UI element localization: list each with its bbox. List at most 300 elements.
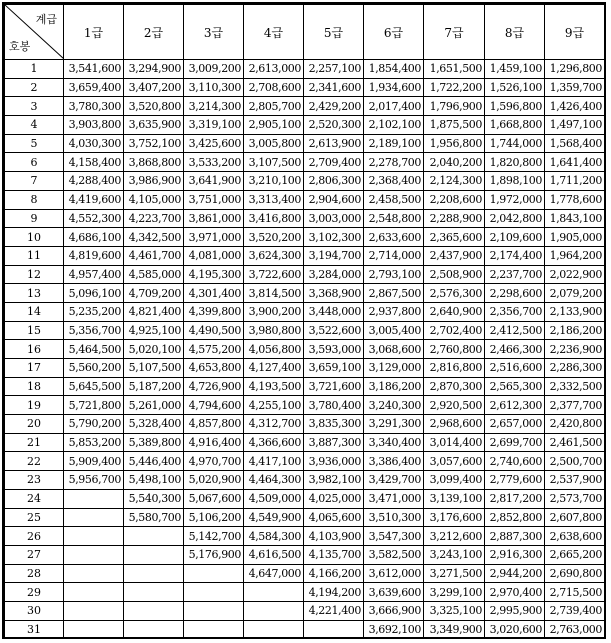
salary-cell: 3,325,100 — [424, 601, 485, 620]
step-number-cell: 20 — [5, 415, 64, 434]
salary-cell — [184, 564, 244, 583]
salary-cell: 2,793,100 — [364, 265, 424, 284]
salary-cell: 4,461,700 — [124, 246, 184, 265]
salary-cell: 3,194,700 — [304, 246, 364, 265]
salary-cell: 2,520,300 — [304, 116, 364, 135]
table-row — [5, 60, 605, 79]
salary-cell: 4,647,000 — [244, 564, 304, 583]
salary-cell: 2,537,900 — [545, 471, 605, 490]
salary-cell: 1,875,500 — [424, 116, 485, 135]
table-row — [5, 508, 605, 527]
corner-label-grade: 계급 — [35, 13, 57, 26]
table-row — [5, 545, 605, 564]
salary-cell: 4,194,200 — [304, 583, 364, 602]
salary-cell: 2,702,400 — [424, 321, 485, 340]
salary-cell: 3,425,600 — [184, 134, 244, 153]
step-number-cell: 11 — [5, 246, 64, 265]
corner-header-cell — [5, 5, 64, 60]
salary-cell: 2,288,900 — [424, 209, 485, 228]
salary-cell: 2,420,800 — [545, 415, 605, 434]
salary-cell — [184, 601, 244, 620]
step-number-cell: 30 — [5, 601, 64, 620]
grade-header-3: 3급 — [184, 5, 244, 60]
salary-cell: 2,022,900 — [545, 265, 605, 284]
salary-cell: 1,651,500 — [424, 60, 485, 79]
salary-cell: 4,158,400 — [64, 153, 124, 172]
salary-cell: 2,613,900 — [304, 134, 364, 153]
salary-cell: 3,009,200 — [184, 60, 244, 79]
salary-cell — [244, 601, 304, 620]
salary-cell: 4,464,300 — [244, 471, 304, 490]
salary-cell: 3,986,900 — [124, 172, 184, 191]
salary-cell: 1,668,800 — [485, 116, 545, 135]
salary-cell — [304, 620, 364, 639]
step-number-cell: 2 — [5, 78, 64, 97]
grade-header-6: 6급 — [364, 5, 424, 60]
salary-cell: 2,612,300 — [485, 396, 545, 415]
salary-cell: 3,624,300 — [244, 246, 304, 265]
table-row — [5, 209, 605, 228]
table-row — [5, 377, 605, 396]
step-number-cell: 21 — [5, 433, 64, 452]
salary-cell: 2,690,800 — [545, 564, 605, 583]
salary-cell: 4,399,800 — [184, 302, 244, 321]
salary-cell: 2,298,600 — [485, 284, 545, 303]
salary-cell: 4,025,000 — [304, 489, 364, 508]
salary-cell: 4,821,400 — [124, 302, 184, 321]
step-number-cell: 14 — [5, 302, 64, 321]
step-number-cell: 13 — [5, 284, 64, 303]
salary-cell: 4,193,500 — [244, 377, 304, 396]
salary-cell: 2,124,300 — [424, 172, 485, 191]
salary-cell — [64, 583, 124, 602]
salary-cell: 1,711,200 — [545, 172, 605, 191]
salary-cell: 3,284,000 — [304, 265, 364, 284]
salary-cell: 2,208,600 — [424, 190, 485, 209]
salary-cell — [124, 527, 184, 546]
table-row — [5, 583, 605, 602]
salary-cell: 4,103,900 — [304, 527, 364, 546]
salary-cell: 2,079,200 — [545, 284, 605, 303]
salary-cell: 4,417,100 — [244, 452, 304, 471]
salary-cell: 4,916,400 — [184, 433, 244, 452]
table-row — [5, 284, 605, 303]
grade-header-8: 8급 — [485, 5, 545, 60]
salary-cell: 2,368,400 — [364, 172, 424, 191]
salary-cell: 4,857,800 — [184, 415, 244, 434]
salary-cell: 3,641,900 — [184, 172, 244, 191]
salary-cell: 2,573,700 — [545, 489, 605, 508]
salary-cell: 2,500,700 — [545, 452, 605, 471]
salary-cell: 5,187,200 — [124, 377, 184, 396]
table-body — [5, 60, 605, 639]
step-number-cell: 12 — [5, 265, 64, 284]
salary-cell: 4,288,400 — [64, 172, 124, 191]
salary-cell: 3,139,100 — [424, 489, 485, 508]
salary-cell: 1,296,800 — [545, 60, 605, 79]
table-row — [5, 246, 605, 265]
salary-cell: 3,176,600 — [424, 508, 485, 527]
salary-cell: 3,014,400 — [424, 433, 485, 452]
grade-header-1: 1급 — [64, 5, 124, 60]
salary-cell: 3,240,300 — [364, 396, 424, 415]
salary-cell: 5,261,000 — [124, 396, 184, 415]
salary-cell: 1,459,100 — [485, 60, 545, 79]
salary-cell: 2,904,600 — [304, 190, 364, 209]
table-row — [5, 564, 605, 583]
salary-cell: 4,925,100 — [124, 321, 184, 340]
salary-cell: 5,956,700 — [64, 471, 124, 490]
salary-cell: 4,709,200 — [124, 284, 184, 303]
salary-cell: 1,854,400 — [364, 60, 424, 79]
salary-cell — [64, 508, 124, 527]
grade-header-7: 7급 — [424, 5, 485, 60]
salary-cell: 4,584,300 — [244, 527, 304, 546]
salary-cell: 2,516,600 — [485, 359, 545, 378]
salary-cell: 3,068,600 — [364, 340, 424, 359]
salary-cell: 4,794,600 — [184, 396, 244, 415]
salary-cell: 3,210,100 — [244, 172, 304, 191]
salary-cell: 2,916,300 — [485, 545, 545, 564]
salary-cell: 4,221,400 — [304, 601, 364, 620]
salary-cell: 2,970,400 — [485, 583, 545, 602]
salary-cell: 3,666,900 — [364, 601, 424, 620]
step-number-cell: 10 — [5, 228, 64, 247]
table-row — [5, 415, 605, 434]
salary-cell: 3,291,300 — [364, 415, 424, 434]
salary-cell: 1,744,000 — [485, 134, 545, 153]
salary-cell: 4,509,000 — [244, 489, 304, 508]
salary-cell: 1,722,200 — [424, 78, 485, 97]
salary-cell: 5,020,100 — [124, 340, 184, 359]
salary-cell: 4,686,100 — [64, 228, 124, 247]
salary-cell: 2,237,700 — [485, 265, 545, 284]
salary-cell: 2,377,700 — [545, 396, 605, 415]
grade-header-5: 5급 — [304, 5, 364, 60]
salary-cell: 3,612,000 — [364, 564, 424, 583]
salary-cell: 3,294,900 — [124, 60, 184, 79]
salary-cell: 3,429,700 — [364, 471, 424, 490]
salary-cell: 3,780,300 — [64, 97, 124, 116]
step-number-cell: 17 — [5, 359, 64, 378]
salary-cell: 2,817,200 — [485, 489, 545, 508]
salary-cell: 3,005,800 — [244, 134, 304, 153]
table-row — [5, 396, 605, 415]
salary-cell: 4,135,700 — [304, 545, 364, 564]
salary-cell: 5,328,400 — [124, 415, 184, 434]
salary-cell: 4,255,100 — [244, 396, 304, 415]
salary-cell — [64, 620, 124, 639]
grade-header-9: 9급 — [545, 5, 605, 60]
salary-cell: 2,365,600 — [424, 228, 485, 247]
salary-cell: 5,067,600 — [184, 489, 244, 508]
salary-cell: 3,102,300 — [304, 228, 364, 247]
table-row — [5, 302, 605, 321]
salary-cell: 2,709,400 — [304, 153, 364, 172]
salary-cell: 4,552,300 — [64, 209, 124, 228]
salary-cell: 5,790,200 — [64, 415, 124, 434]
salary-cell: 5,106,200 — [184, 508, 244, 527]
salary-cell: 5,389,800 — [124, 433, 184, 452]
salary-cell: 3,522,600 — [304, 321, 364, 340]
step-number-cell: 4 — [5, 116, 64, 135]
step-number-cell: 28 — [5, 564, 64, 583]
salary-cell: 3,936,000 — [304, 452, 364, 471]
salary-cell: 2,640,900 — [424, 302, 485, 321]
salary-cell: 2,633,600 — [364, 228, 424, 247]
salary-cell: 1,497,100 — [545, 116, 605, 135]
salary-cell: 2,412,500 — [485, 321, 545, 340]
salary-cell: 1,964,200 — [545, 246, 605, 265]
step-number-cell: 7 — [5, 172, 64, 191]
salary-cell: 3,340,400 — [364, 433, 424, 452]
salary-cell: 2,341,600 — [304, 78, 364, 97]
salary-cell: 2,174,400 — [485, 246, 545, 265]
salary-cell: 3,214,300 — [184, 97, 244, 116]
salary-cell: 2,665,200 — [545, 545, 605, 564]
salary-cell: 2,508,900 — [424, 265, 485, 284]
table-row — [5, 340, 605, 359]
salary-cell — [64, 489, 124, 508]
step-number-cell: 27 — [5, 545, 64, 564]
salary-cell: 1,934,600 — [364, 78, 424, 97]
salary-cell: 5,721,800 — [64, 396, 124, 415]
salary-cell: 3,751,000 — [184, 190, 244, 209]
salary-cell: 1,568,400 — [545, 134, 605, 153]
salary-cell: 3,110,300 — [184, 78, 244, 97]
salary-cell: 4,312,700 — [244, 415, 304, 434]
salary-cell: 3,349,900 — [424, 620, 485, 639]
salary-cell: 2,186,200 — [545, 321, 605, 340]
salary-cell: 4,056,800 — [244, 340, 304, 359]
table-row — [5, 433, 605, 452]
table-row — [5, 172, 605, 191]
salary-cell: 2,040,200 — [424, 153, 485, 172]
salary-cell: 4,585,000 — [124, 265, 184, 284]
salary-cell: 2,905,100 — [244, 116, 304, 135]
salary-cell — [64, 601, 124, 620]
salary-cell: 5,020,900 — [184, 471, 244, 490]
table-row — [5, 116, 605, 135]
salary-cell: 1,426,400 — [545, 97, 605, 116]
salary-cell: 3,861,000 — [184, 209, 244, 228]
salary-cell: 3,659,400 — [64, 78, 124, 97]
salary-cell — [124, 583, 184, 602]
salary-cell: 3,980,800 — [244, 321, 304, 340]
table-row — [5, 471, 605, 490]
salary-cell: 2,816,800 — [424, 359, 485, 378]
salary-cell: 1,820,800 — [485, 153, 545, 172]
salary-cell: 2,944,200 — [485, 564, 545, 583]
salary-cell: 1,843,100 — [545, 209, 605, 228]
salary-cell: 3,407,200 — [124, 78, 184, 97]
salary-cell: 5,464,500 — [64, 340, 124, 359]
step-number-cell: 8 — [5, 190, 64, 209]
salary-cell: 2,236,900 — [545, 340, 605, 359]
salary-cell: 5,107,500 — [124, 359, 184, 378]
step-number-cell: 23 — [5, 471, 64, 490]
salary-cell: 4,575,200 — [184, 340, 244, 359]
salary-cell: 3,368,900 — [304, 284, 364, 303]
salary-cell: 2,715,500 — [545, 583, 605, 602]
salary-cell: 2,714,000 — [364, 246, 424, 265]
salary-cell: 2,937,800 — [364, 302, 424, 321]
salary-cell: 2,332,500 — [545, 377, 605, 396]
salary-cell: 4,819,600 — [64, 246, 124, 265]
salary-table-frame — [2, 2, 606, 639]
salary-cell: 3,982,100 — [304, 471, 364, 490]
salary-cell: 1,359,700 — [545, 78, 605, 97]
salary-cell: 4,419,600 — [64, 190, 124, 209]
step-number-cell: 19 — [5, 396, 64, 415]
salary-cell: 2,740,600 — [485, 452, 545, 471]
table-row — [5, 359, 605, 378]
salary-cell: 3,003,000 — [304, 209, 364, 228]
salary-cell: 4,065,600 — [304, 508, 364, 527]
salary-cell: 3,386,400 — [364, 452, 424, 471]
salary-cell: 5,356,700 — [64, 321, 124, 340]
salary-cell: 2,461,500 — [545, 433, 605, 452]
salary-cell: 2,356,700 — [485, 302, 545, 321]
salary-cell: 3,520,800 — [124, 97, 184, 116]
salary-cell: 2,429,200 — [304, 97, 364, 116]
step-number-cell: 3 — [5, 97, 64, 116]
salary-cell: 2,017,400 — [364, 97, 424, 116]
salary-cell: 4,366,600 — [244, 433, 304, 452]
salary-cell: 3,971,000 — [184, 228, 244, 247]
salary-cell: 4,549,900 — [244, 508, 304, 527]
salary-cell: 2,458,500 — [364, 190, 424, 209]
salary-cell: 4,342,500 — [124, 228, 184, 247]
grade-header-2: 2급 — [124, 5, 184, 60]
salary-cell — [244, 620, 304, 639]
salary-cell: 5,176,900 — [184, 545, 244, 564]
salary-cell: 3,900,200 — [244, 302, 304, 321]
step-number-cell: 22 — [5, 452, 64, 471]
salary-cell: 1,778,600 — [545, 190, 605, 209]
salary-cell: 2,613,000 — [244, 60, 304, 79]
salary-cell: 3,520,200 — [244, 228, 304, 247]
salary-cell: 5,560,200 — [64, 359, 124, 378]
salary-cell: 2,867,500 — [364, 284, 424, 303]
salary-cell: 2,437,900 — [424, 246, 485, 265]
table-row — [5, 190, 605, 209]
salary-cell — [124, 601, 184, 620]
step-number-cell: 29 — [5, 583, 64, 602]
salary-cell: 2,189,100 — [364, 134, 424, 153]
salary-cell: 2,699,700 — [485, 433, 545, 452]
salary-cell: 2,852,800 — [485, 508, 545, 527]
table-row — [5, 228, 605, 247]
salary-cell — [184, 583, 244, 602]
salary-cell: 3,212,600 — [424, 527, 485, 546]
salary-cell: 2,133,900 — [545, 302, 605, 321]
salary-cell: 2,763,000 — [545, 620, 605, 639]
salary-cell: 3,448,000 — [304, 302, 364, 321]
salary-cell: 4,166,200 — [304, 564, 364, 583]
salary-cell: 2,708,600 — [244, 78, 304, 97]
salary-cell: 1,972,000 — [485, 190, 545, 209]
step-number-cell: 24 — [5, 489, 64, 508]
table-row — [5, 489, 605, 508]
salary-cell — [124, 620, 184, 639]
salary-cell: 3,692,100 — [364, 620, 424, 639]
salary-cell: 3,635,900 — [124, 116, 184, 135]
salary-cell: 2,760,800 — [424, 340, 485, 359]
salary-cell: 3,835,300 — [304, 415, 364, 434]
table-row — [5, 527, 605, 546]
salary-cell: 3,582,500 — [364, 545, 424, 564]
salary-cell: 2,657,000 — [485, 415, 545, 434]
salary-cell — [64, 564, 124, 583]
salary-cell: 2,739,400 — [545, 601, 605, 620]
salary-cell: 4,127,400 — [244, 359, 304, 378]
salary-cell: 4,105,000 — [124, 190, 184, 209]
salary-cell: 1,905,000 — [545, 228, 605, 247]
salary-cell: 2,109,600 — [485, 228, 545, 247]
salary-cell: 2,466,300 — [485, 340, 545, 359]
grade-header-4: 4급 — [244, 5, 304, 60]
table-row — [5, 620, 605, 639]
salary-cell: 3,593,000 — [304, 340, 364, 359]
salary-cell: 4,223,700 — [124, 209, 184, 228]
salary-cell: 3,721,600 — [304, 377, 364, 396]
salary-cell: 3,639,600 — [364, 583, 424, 602]
table-row — [5, 97, 605, 116]
salary-cell: 5,235,200 — [64, 302, 124, 321]
salary-cell: 4,081,000 — [184, 246, 244, 265]
salary-cell: 5,096,100 — [64, 284, 124, 303]
salary-cell: 3,057,600 — [424, 452, 485, 471]
salary-cell: 5,142,700 — [184, 527, 244, 546]
table-row — [5, 601, 605, 620]
salary-cell: 5,446,400 — [124, 452, 184, 471]
salary-cell: 5,580,700 — [124, 508, 184, 527]
corner-label-step: 호봉 — [9, 40, 31, 53]
salary-cell: 2,806,300 — [304, 172, 364, 191]
salary-cell: 1,898,100 — [485, 172, 545, 191]
salary-cell — [64, 527, 124, 546]
salary-cell: 1,956,800 — [424, 134, 485, 153]
table-row — [5, 452, 605, 471]
salary-cell: 2,805,700 — [244, 97, 304, 116]
salary-cell: 2,102,100 — [364, 116, 424, 135]
salary-cell: 3,313,400 — [244, 190, 304, 209]
step-number-cell: 25 — [5, 508, 64, 527]
salary-cell: 2,257,100 — [304, 60, 364, 79]
salary-cell: 4,726,900 — [184, 377, 244, 396]
step-number-cell: 18 — [5, 377, 64, 396]
salary-cell: 3,868,800 — [124, 153, 184, 172]
table-row — [5, 134, 605, 153]
salary-cell: 2,607,800 — [545, 508, 605, 527]
salary-cell: 2,576,300 — [424, 284, 485, 303]
salary-cell — [124, 564, 184, 583]
step-number-cell: 26 — [5, 527, 64, 546]
salary-cell: 3,271,500 — [424, 564, 485, 583]
salary-cell: 4,616,500 — [244, 545, 304, 564]
salary-cell: 1,596,800 — [485, 97, 545, 116]
salary-cell: 2,278,700 — [364, 153, 424, 172]
salary-cell: 3,722,600 — [244, 265, 304, 284]
salary-cell: 5,853,200 — [64, 433, 124, 452]
salary-cell: 5,540,300 — [124, 489, 184, 508]
salary-cell: 2,920,500 — [424, 396, 485, 415]
salary-cell: 3,129,000 — [364, 359, 424, 378]
salary-cell: 4,653,800 — [184, 359, 244, 378]
salary-cell: 2,548,800 — [364, 209, 424, 228]
salary-cell: 2,995,900 — [485, 601, 545, 620]
